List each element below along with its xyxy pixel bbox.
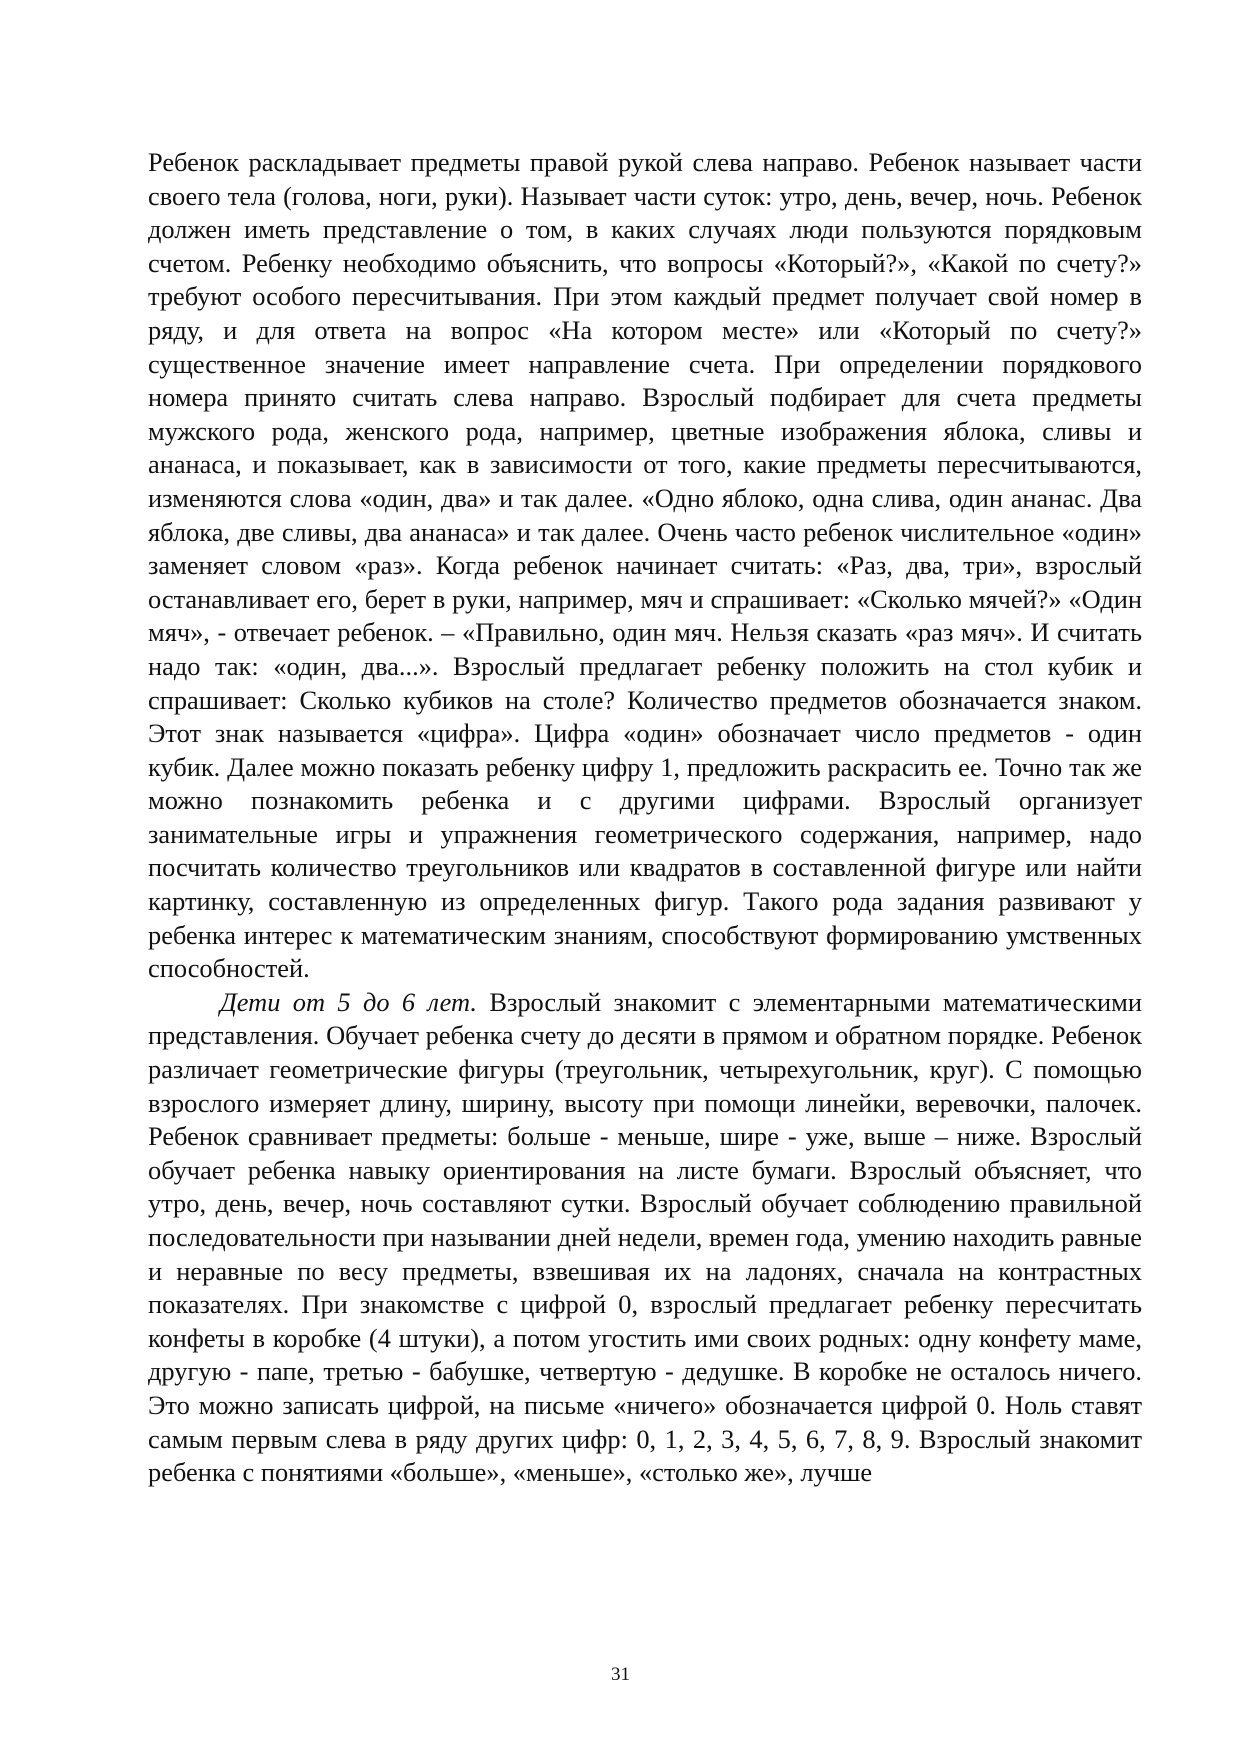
page-number: 31	[611, 1664, 630, 1685]
paragraph-2	[148, 986, 1142, 1490]
paragraph-2-lead: Дети от 5 до 6 лет.	[220, 986, 477, 1017]
paragraph-2-text: Взрослый знакомит с элементарными математическими представления. Обучает ребенка счету до десяти в прямом и обратном порядке. Ребенок различает геометрические фигуры (треугольник, четырехугольник, круг). С помощью взрослого измеряет длину, ширину, высоту при помощи линейки, веревочки, палочек. Ребенок сравнивает предметы: больше - меньше, шире - уже, выше – ниже. Взрослый обучает ребенка навыку ориентирования на листе бумаги. Взрослый объясняет, что утро, день, вечер, ночь составляют сутки. Взрослый обучает соблюдению правильной последовательности при назывании дней недели, времен года, умению находить равные и неравные по весу предметы, взвешивая их на ладонях, сначала на контрастных показателях. При знакомстве с цифрой 0, взрослый предлагает ребенку пересчитать конфеты в коробке (4 штуки), а потом угостить ими своих родных: одну конфету маме, другую - папе, третью - бабушке, четвертую - дедушке. В коробке не осталось ничего. Это можно записать цифрой, на письме «ничего» обозначается цифрой 0. Ноль ставят самым первым слева в ряду других цифр: 0, 1, 2, 3, 4, 5, 6, 7, 8, 9. Взрослый знакомит ребенка с понятиями «больше», «меньше», «столько же», лучше	[148, 986, 1142, 1488]
paragraph-1-text: Ребенок раскладывает предметы правой рукой слева направо. Ребенок называет части своего тела (голова, ноги, руки). Называет части суток: утро, день, вечер, ночь. Ребенок должен иметь представление о том, в каких случаях люди пользуются порядковым счетом. Ребенку необходимо объяснить, что вопросы «Который?», «Какой по счету?» требуют особого пересчитывания. При этом каждый предмет получает свой номер в ряду, и для ответа на вопрос «На котором месте» или «Который по счету?» существенное значение имеет направление счета. При определении порядкового номера принято считать слева направо. Взрослый подбирает для счета предметы мужского рода, женского рода, например, цветные изображения яблока, сливы и ананаса, и показывает, как в зависимости от того, какие предметы пересчитываются, изменяются слова «один, два» и так далее. «Одно яблоко, одна слива, один ананас. Два яблока, две сливы, два ананаса» и так далее. Очень часто ребенок числительное «один» заменяет словом «раз». Когда ребенок начинает считать: «Раз, два, три», взрослый останавливает его, берет в руки, например, мяч и спрашивает: «Сколько мячей?» «Один мяч», - отвечает ребенок. – «Правильно, один мяч. Нельзя сказать «раз мяч». И считать надо так: «один, два...». Взрослый предлагает ребенку положить на стол кубик и спрашивает: Сколько кубиков на столе? Количество предметов обозначается знаком. Этот знак называется «цифра». Цифра «один» обозначает число предметов - один кубик. Далее можно показать ребенку цифру 1, предложить раскрасить ее. Точно так же можно познакомить ребенка и с другими цифрами. Взрослый организует занимательные игры и упражнения геометрического содержания, например, надо посчитать количество треугольников или квадратов в составленной фигуре или найти картинку, составленную из определенных фигур. Такого рода задания развивают у ребенка интерес к математическим знаниям, способствуют формированию умственных способностей.	[148, 147, 1142, 984]
paragraph-1	[148, 146, 1142, 986]
page-body	[148, 146, 1142, 1490]
